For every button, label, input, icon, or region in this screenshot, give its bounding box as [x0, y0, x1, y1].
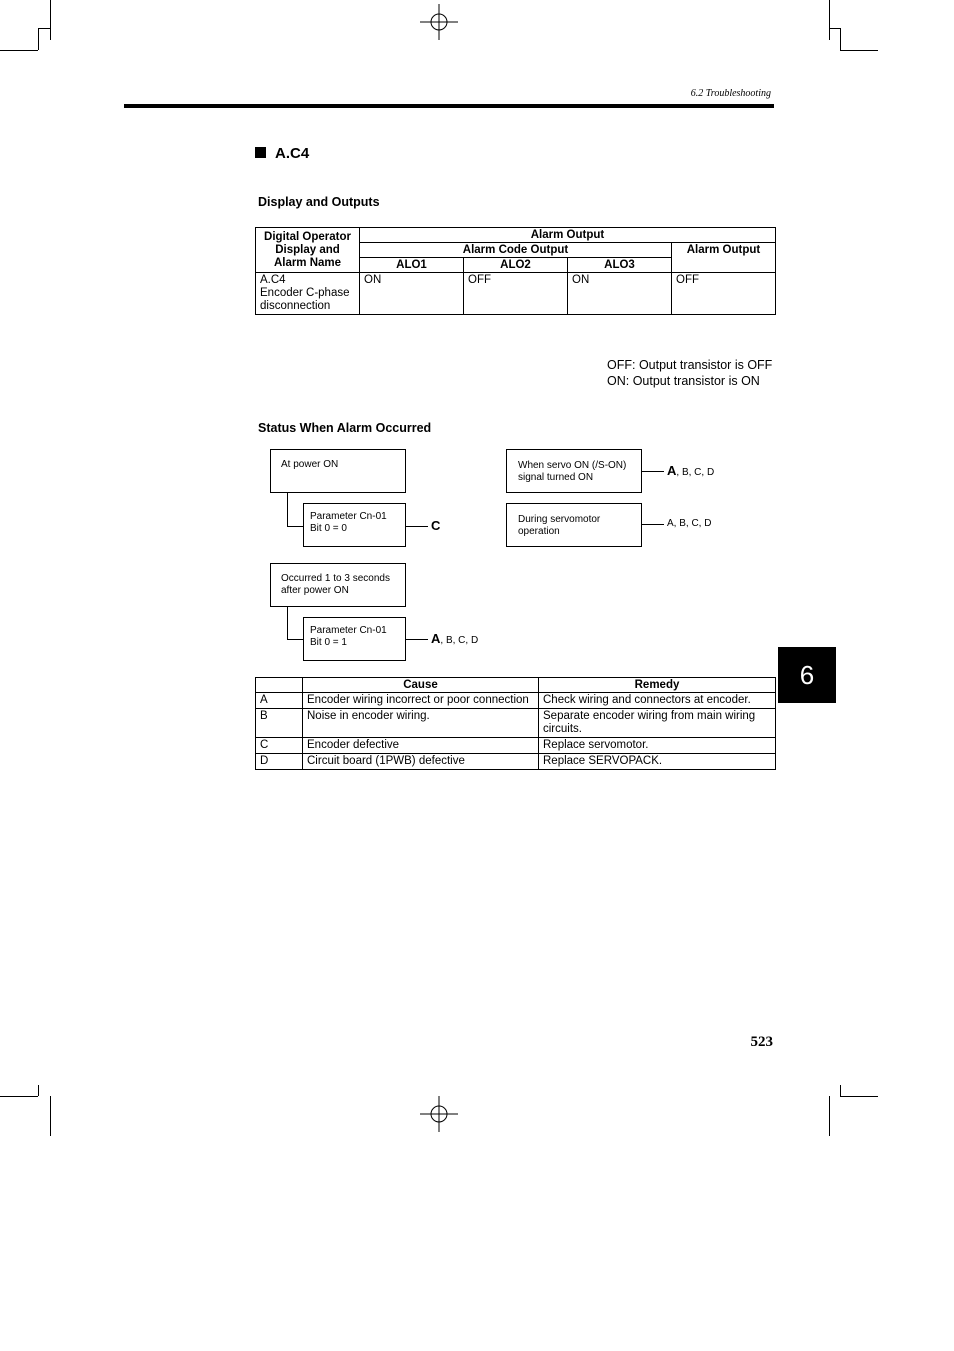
row-cause: Encoder defective [303, 738, 539, 754]
box-param-bit0-1 [303, 617, 406, 661]
box-at-power-on [270, 449, 406, 493]
table-row [256, 273, 776, 315]
box-servo-on [506, 449, 642, 493]
result-abcd-2-big: A [667, 463, 677, 478]
alo2-cell: OFF [464, 273, 568, 315]
alo1-cell: ON [360, 273, 464, 315]
row-id: A [256, 693, 303, 709]
box2-line1: Parameter Cn-01 [310, 511, 387, 522]
result-abcd-2-rest: , B, C, D [676, 467, 715, 478]
result-c-text: C [431, 518, 441, 533]
display-outputs-heading: Display and Outputs [258, 195, 380, 209]
alo3-cell: ON [568, 273, 672, 315]
box3-line1: Occurred 1 to 3 seconds [281, 573, 390, 584]
row-id: C [256, 738, 303, 754]
box5-line2: signal turned ON [518, 471, 594, 483]
alarm-desc: Encoder C-phase disconnection [260, 287, 350, 312]
col-alo2-header: ALO2 [464, 258, 568, 273]
col-alarm-output2-header: Alarm Output [672, 243, 776, 273]
box3-line2: after power ON [281, 584, 349, 596]
result-abcd-1-big: A [431, 631, 441, 646]
row-remedy: Replace SERVOPACK. [539, 754, 776, 770]
result-abcd-3: A, B, C, D [667, 518, 712, 529]
display-outputs-table [255, 227, 776, 315]
row-remedy: Check wiring and connectors at encoder. [539, 693, 776, 709]
row-id: D [256, 754, 303, 770]
row-remedy: Replace servomotor. [539, 738, 776, 754]
box4-line2: Bit 0 = 1 [310, 636, 347, 648]
header-rule [124, 104, 774, 108]
registration-mark-top [420, 4, 460, 40]
box-at-power-on-text: At power ON [281, 459, 339, 470]
box2-line2: Bit 0 = 0 [310, 522, 347, 534]
col-cause-header: Cause [303, 678, 539, 693]
note-on: ON: Output transistor is ON [607, 374, 760, 388]
col-alo1-header: ALO1 [360, 258, 464, 273]
alarm-name-cell [256, 273, 360, 315]
row-cause: Encoder wiring incorrect or poor connection [303, 693, 539, 709]
table-row [256, 693, 776, 709]
box-occurred-after-power-on [270, 563, 406, 607]
output-notes [607, 357, 772, 389]
result-c [431, 518, 440, 533]
section-title [255, 145, 309, 162]
running-header: 6.2 Troubleshooting [690, 88, 771, 99]
row-remedy: Separate encoder wiring from main wiring circuits. [539, 709, 776, 738]
alarm-output-cell: OFF [672, 273, 776, 315]
box4-line1: Parameter Cn-01 [310, 625, 387, 636]
result-abcd-2 [667, 463, 714, 478]
result-abcd-1-rest: , B, C, D [440, 635, 479, 646]
col-name-header: Digital Operator Display and Alarm Name [256, 228, 360, 273]
row-cause: Noise in encoder wiring. [303, 709, 539, 738]
box6-line1: During servomotor [518, 514, 601, 525]
col-code-output-header: Alarm Code Output [360, 243, 672, 258]
box-param-bit0-0 [303, 503, 406, 547]
col-alo3-header: ALO3 [568, 258, 672, 273]
table-row [256, 709, 776, 738]
status-heading: Status When Alarm Occurred [258, 421, 432, 435]
chapter-tab: 6 [778, 647, 836, 703]
table-row [256, 738, 776, 754]
box5-line1: When servo ON (/S-ON) [518, 460, 627, 471]
note-off: OFF: Output transistor is OFF [607, 358, 773, 372]
cause-remedy-table [255, 677, 776, 770]
col-alarm-output-header: Alarm Output [360, 228, 776, 243]
box-during-operation [506, 503, 642, 547]
table-row [256, 754, 776, 770]
box6-line2: operation [518, 525, 560, 537]
result-abcd-1 [431, 631, 478, 646]
section-title-text: A.C4 [275, 145, 310, 162]
alarm-code: A.C4 [260, 274, 286, 286]
page-number: 523 [750, 1034, 773, 1050]
col-remedy-header: Remedy [539, 678, 776, 693]
registration-mark-bottom [420, 1096, 460, 1132]
square-bullet-icon [255, 147, 266, 158]
row-cause: Circuit board (1PWB) defective [303, 754, 539, 770]
row-id: B [256, 709, 303, 738]
col-id-header [256, 678, 303, 693]
